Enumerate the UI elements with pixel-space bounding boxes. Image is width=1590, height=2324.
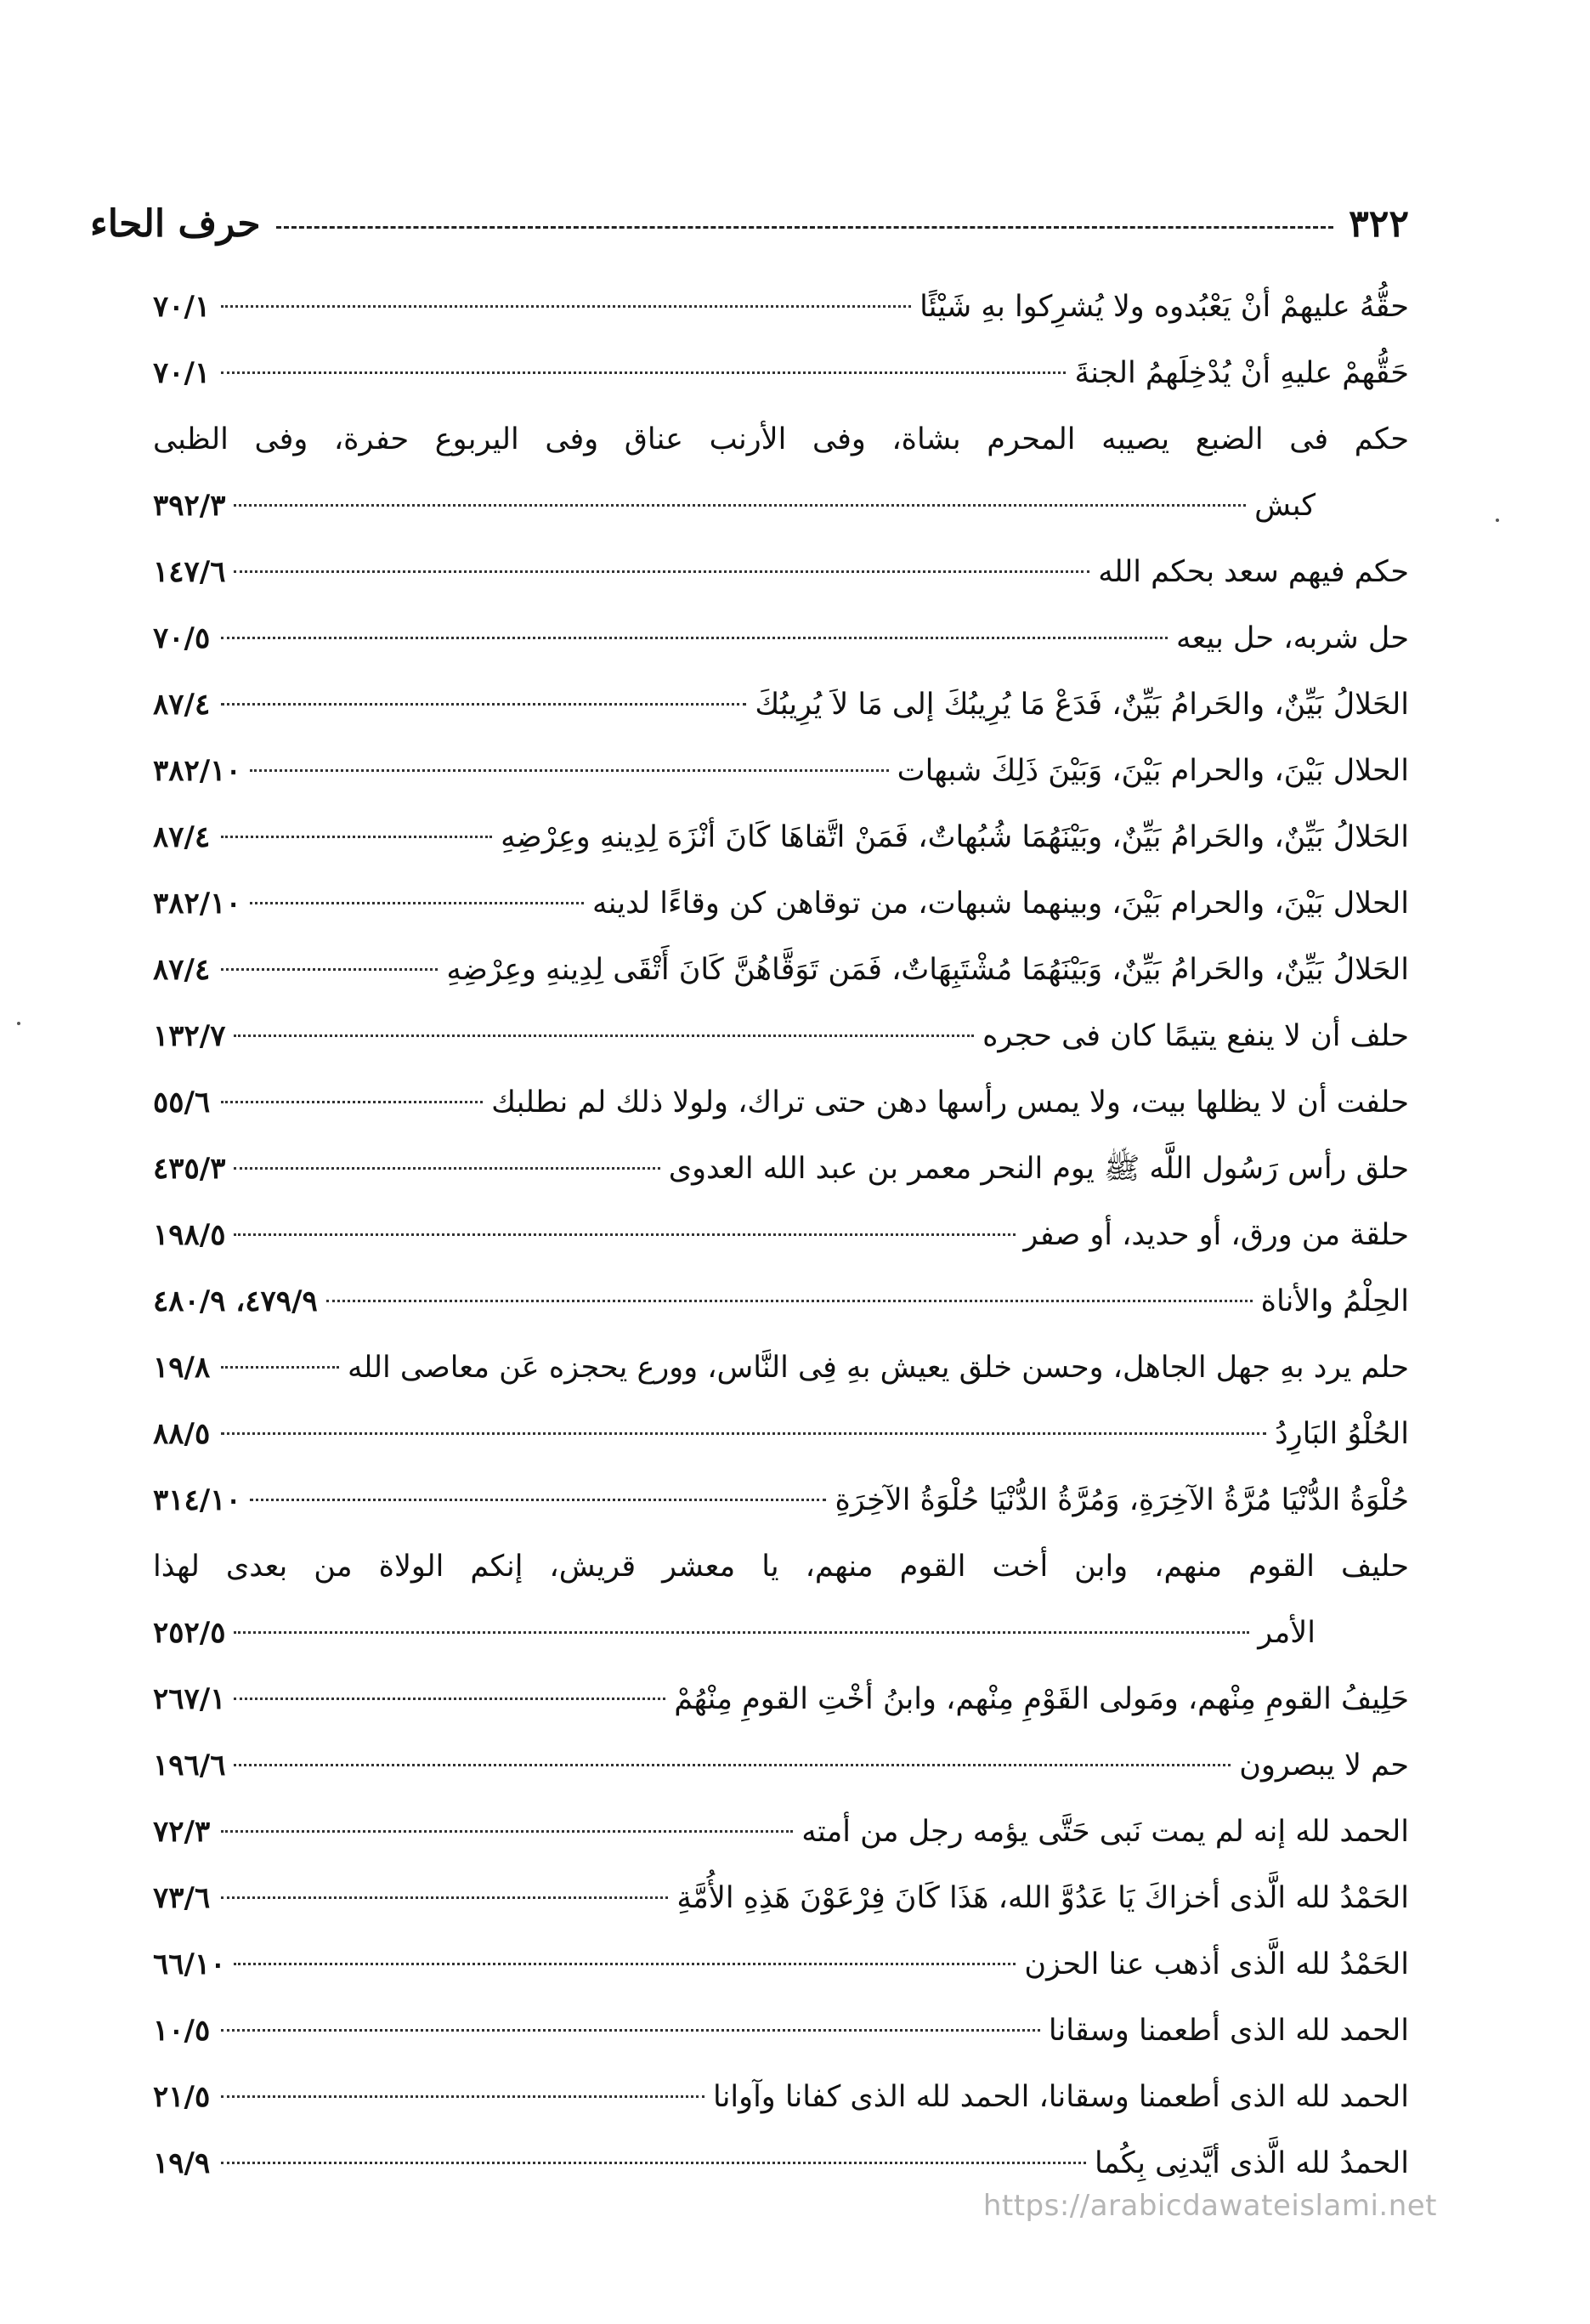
leader-dots <box>221 2029 1040 2032</box>
entry-reference: ٢٥٢/٥ <box>153 1616 226 1650</box>
entry-text-line: حليف القوم منهم، وابن أخت القوم منهم، يا معشر قريش، إنكم الولاة من بعدى لهذا <box>153 1550 1409 1584</box>
index-entry <box>153 1268 1409 1335</box>
entry-reference: ٨٧/٤ <box>153 820 211 854</box>
index-entry <box>153 2064 1409 2130</box>
entry-row <box>153 1732 1409 1799</box>
leader-dots <box>221 1896 668 1899</box>
entry-row <box>153 2130 1409 2196</box>
index-entry <box>153 1401 1409 1467</box>
entry-reference: ١٩/٩ <box>153 2146 211 2180</box>
entry-row <box>153 1401 1409 1467</box>
index-entry <box>153 1202 1409 1268</box>
entry-text: الحلال بَيْنَ، والحرام بَيْنَ، وَبَيْنَ ذَلِكَ شبهات <box>897 754 1409 788</box>
entry-row <box>153 2064 1409 2130</box>
entry-reference: ١٠/٥ <box>153 2014 211 2048</box>
index-entry <box>153 1931 1409 1998</box>
leader-dots <box>221 1432 1266 1435</box>
entry-reference: ٣١٤/١٠ <box>153 1483 241 1517</box>
leader-dots <box>250 902 584 904</box>
watermark: https://arabicdawateislami.net <box>982 2189 1437 2223</box>
index-entry <box>153 406 1409 539</box>
entry-text: الأمر <box>1258 1616 1316 1650</box>
entry-row <box>153 1931 1409 1998</box>
entry-row <box>153 605 1409 672</box>
index-entry <box>153 539 1409 605</box>
entry-row <box>153 738 1409 804</box>
leader-dots <box>221 1101 483 1103</box>
entry-row <box>153 1202 1409 1268</box>
leader-dots <box>234 1764 1231 1766</box>
entry-reference: ٨٨/٥ <box>153 1417 211 1451</box>
entry-reference: ١٩/٨ <box>153 1351 211 1385</box>
entry-reference: ٣٩٢/٣ <box>153 489 226 523</box>
index-entry <box>153 1533 1409 1666</box>
entry-reference: ٢٦٧/١ <box>153 1682 226 1716</box>
entry-text: حلف أن لا ينفع يتيمًا كان فى حجره <box>982 1019 1409 1053</box>
leader-dots <box>234 1963 1016 1965</box>
entry-reference: ٣٨٢/١٠ <box>153 754 241 788</box>
entry-text: الحَمْدُ لله الَّذى أخزاكَ يَا عَدُوَّ الله، هَذَا كَانَ فِرْعَوْنَ هَذِهِ الأُمَّةِ <box>676 1881 1409 1915</box>
entry-row <box>153 1003 1409 1069</box>
leader-dots <box>234 504 1246 507</box>
entry-reference: ٢١/٥ <box>153 2080 211 2114</box>
entry-text: حلقة من ورق، أو حديد، أو صفر <box>1023 1218 1409 1252</box>
index-entry <box>153 672 1409 738</box>
entry-reference: ٨٧/٤ <box>153 953 211 987</box>
entry-row <box>153 937 1409 1003</box>
index-entry <box>153 1865 1409 1931</box>
entry-text: حَقُّهمْ عليهِ أنْ يُدْخِلَهمُ الجنةَ <box>1074 356 1409 390</box>
leader-dots <box>234 570 1089 573</box>
index-entry <box>153 1732 1409 1799</box>
entry-reference: ٨٧/٤ <box>153 688 211 722</box>
entry-text: حكم فيهم سعد بحكم الله <box>1098 555 1409 589</box>
leader-dots <box>221 1366 339 1369</box>
index-entry <box>153 738 1409 804</box>
entry-text: الحَلالُ بَيِّنٌ، والحَرامُ بَيِّنٌ، فَدَعْ مَا يُرِيبُكَ إلى مَا لاَ يُرِيبُكَ <box>755 688 1409 722</box>
index-entry <box>153 1003 1409 1069</box>
index-entry <box>153 804 1409 870</box>
entry-reference: ٤٣٥/٣ <box>153 1152 226 1186</box>
leader-dots <box>221 2095 704 2098</box>
entry-row <box>153 1998 1409 2064</box>
entry-row <box>153 340 1409 406</box>
entry-reference: ٧٣/٦ <box>153 1881 211 1915</box>
entry-text: الحلال بَيْنَ، والحرام بَيْنَ، وبينهما شبهات، من توقاهن كن وقاءًا لدينه <box>592 887 1409 921</box>
entry-row <box>153 1069 1409 1136</box>
entry-row <box>153 870 1409 937</box>
entry-row <box>153 539 1409 605</box>
entry-reference: ٦٦/١٠ <box>153 1947 226 1981</box>
entry-reference: ١٩٨/٥ <box>153 1218 226 1252</box>
entry-reference: ٧٢/٣ <box>153 1815 211 1849</box>
index-entry <box>153 1998 1409 2064</box>
leader-dots <box>221 1830 793 1833</box>
leader-dots <box>221 305 911 308</box>
chapter-title: حرف الحاء <box>90 201 261 246</box>
entry-row <box>153 804 1409 870</box>
leader-dots <box>221 2162 1086 2164</box>
leader-dots <box>221 836 492 838</box>
entry-reference: ٣٨٢/١٠ <box>153 887 241 921</box>
leader-dots <box>221 637 1168 639</box>
entry-reference: ٧٠/١ <box>153 290 211 324</box>
page-header <box>90 194 1409 253</box>
leader-dots <box>234 1233 1015 1236</box>
entry-row <box>153 1600 1409 1666</box>
entry-row <box>153 1865 1409 1931</box>
index-entry <box>153 605 1409 672</box>
entry-text: حلم يرد بهِ جهل الجاهل، وحسن خلق يعيش بهِ فِى النَّاس، وورع يحجزه عَن معاصى الله <box>347 1351 1409 1385</box>
index-entry <box>153 1666 1409 1732</box>
scan-speck <box>17 1022 20 1025</box>
entry-text: الحَمْدُ لله الَّذى أذهب عنا الحزن <box>1024 1947 1409 1981</box>
entry-text: الحمد لله الذى أطعمنا وسقانا <box>1048 2014 1409 2048</box>
entry-text: كبش <box>1254 489 1316 523</box>
header-rule <box>276 226 1334 229</box>
entry-row <box>153 1799 1409 1865</box>
index-entry <box>153 2130 1409 2196</box>
leader-dots <box>221 968 438 971</box>
entry-row <box>153 1467 1409 1533</box>
entry-row <box>153 1268 1409 1335</box>
entry-text: الحمد لله الذى أطعمنا وسقانا، الحمد لله الذى كفانا وآوانا <box>713 2080 1409 2114</box>
entry-row <box>153 672 1409 738</box>
entry-text: الحَلالُ بَيِّنٌ، والحَرامُ بَيِّنٌ، وَبَيْنَهُمَا مُشْتَبِهَاتٌ، فَمَن تَوَقَّاهُنَّ كَانَ أَتْقَى لِدِينهِ وعِرْضِهِ <box>446 953 1409 987</box>
entry-text: الحِلْمُ والأناة <box>1260 1284 1409 1318</box>
entry-text: حم لا يبصرون <box>1239 1749 1409 1783</box>
index-entry <box>153 274 1409 340</box>
page-number: ٣٢٢ <box>1349 201 1409 246</box>
leader-dots <box>234 1698 665 1700</box>
entry-text: حلق رأس رَسُول اللَّه ﷺ يوم النحر معمر بن عبد الله العدوى <box>668 1152 1409 1186</box>
entry-reference: ٥٥/٦ <box>153 1085 211 1119</box>
entry-text: حلفت أن لا يظلها بيت، ولا يمس رأسها دهن حتى تراك، ولولا ذلك لم نطلبك <box>491 1085 1409 1119</box>
index-entry <box>153 1467 1409 1533</box>
entry-reference: ٧٠/٥ <box>153 621 211 655</box>
entry-reference: ١٤٧/٦ <box>153 555 226 589</box>
leader-dots <box>221 371 1066 374</box>
leader-dots <box>326 1300 1253 1302</box>
entry-row <box>153 1666 1409 1732</box>
leader-dots <box>234 1034 974 1037</box>
entry-reference: ٧٠/١ <box>153 356 211 390</box>
leader-dots <box>234 1631 1249 1634</box>
entry-text: حقُّهُ عليهمْ أنْ يَعْبُدوه ولا يُشرِكوا بهِ شَيْئًا <box>919 290 1409 324</box>
entry-reference: ١٣٢/٧ <box>153 1019 226 1053</box>
entry-text: حل شربه، حل بيعه <box>1175 621 1409 655</box>
entry-row <box>153 1335 1409 1401</box>
index-entry <box>153 870 1409 937</box>
entry-text: الحَلالُ بَيِّنٌ، والحَرامُ بَيِّنٌ، وبَيْنَهُمَا شُبُهاتٌ، فَمَنْ اتَّقاهَا كَانَ أنْزَهَ لِدِينهِ وعِرْضِهِ <box>501 820 1409 854</box>
entry-text: الحمد لله إنه لم يمت نَبى حَتَّى يؤمه رجل من أمته <box>801 1815 1409 1849</box>
entry-reference: ٤٧٩/٩، ٤٨٠/٩ <box>153 1284 318 1318</box>
entry-text: حَلِيفُ القومِ مِنْهم، ومَولى القَوْمِ مِنْهم، وابنُ أخْتِ القومِ مِنْهُمْ <box>674 1682 1409 1716</box>
index-entry <box>153 1069 1409 1136</box>
entry-text: حُلْوَةُ الدُّنْيَا مُرَّةُ الآخِرَةِ، وَمُرَّةُ الدُّنْيَا حُلْوَةُ الآخِرَةِ <box>835 1483 1409 1517</box>
entry-text-line: حكم فى الضبع يصيبه المحرم بشاة، وفى الأرنب عناق وفى اليربوع حفرة، وفى الظبى <box>153 422 1409 456</box>
entry-row <box>153 473 1409 539</box>
leader-dots <box>250 769 889 772</box>
index-entry <box>153 1136 1409 1202</box>
index-entry <box>153 1335 1409 1401</box>
entry-text: الحمدُ لله الَّذى أيَّدنِى بِكُما <box>1095 2146 1409 2180</box>
index-entries <box>153 274 1409 2196</box>
leader-dots <box>250 1499 827 1501</box>
index-entry <box>153 340 1409 406</box>
index-entry <box>153 937 1409 1003</box>
index-entry <box>153 1799 1409 1865</box>
entry-reference: ١٩٦/٦ <box>153 1749 226 1783</box>
leader-dots <box>234 1167 659 1170</box>
entry-text: الحُلْوُ البَارِدُ <box>1275 1417 1409 1451</box>
entry-row <box>153 274 1409 340</box>
entry-row <box>153 1136 1409 1202</box>
scan-speck <box>1496 519 1499 522</box>
leader-dots <box>221 703 746 706</box>
